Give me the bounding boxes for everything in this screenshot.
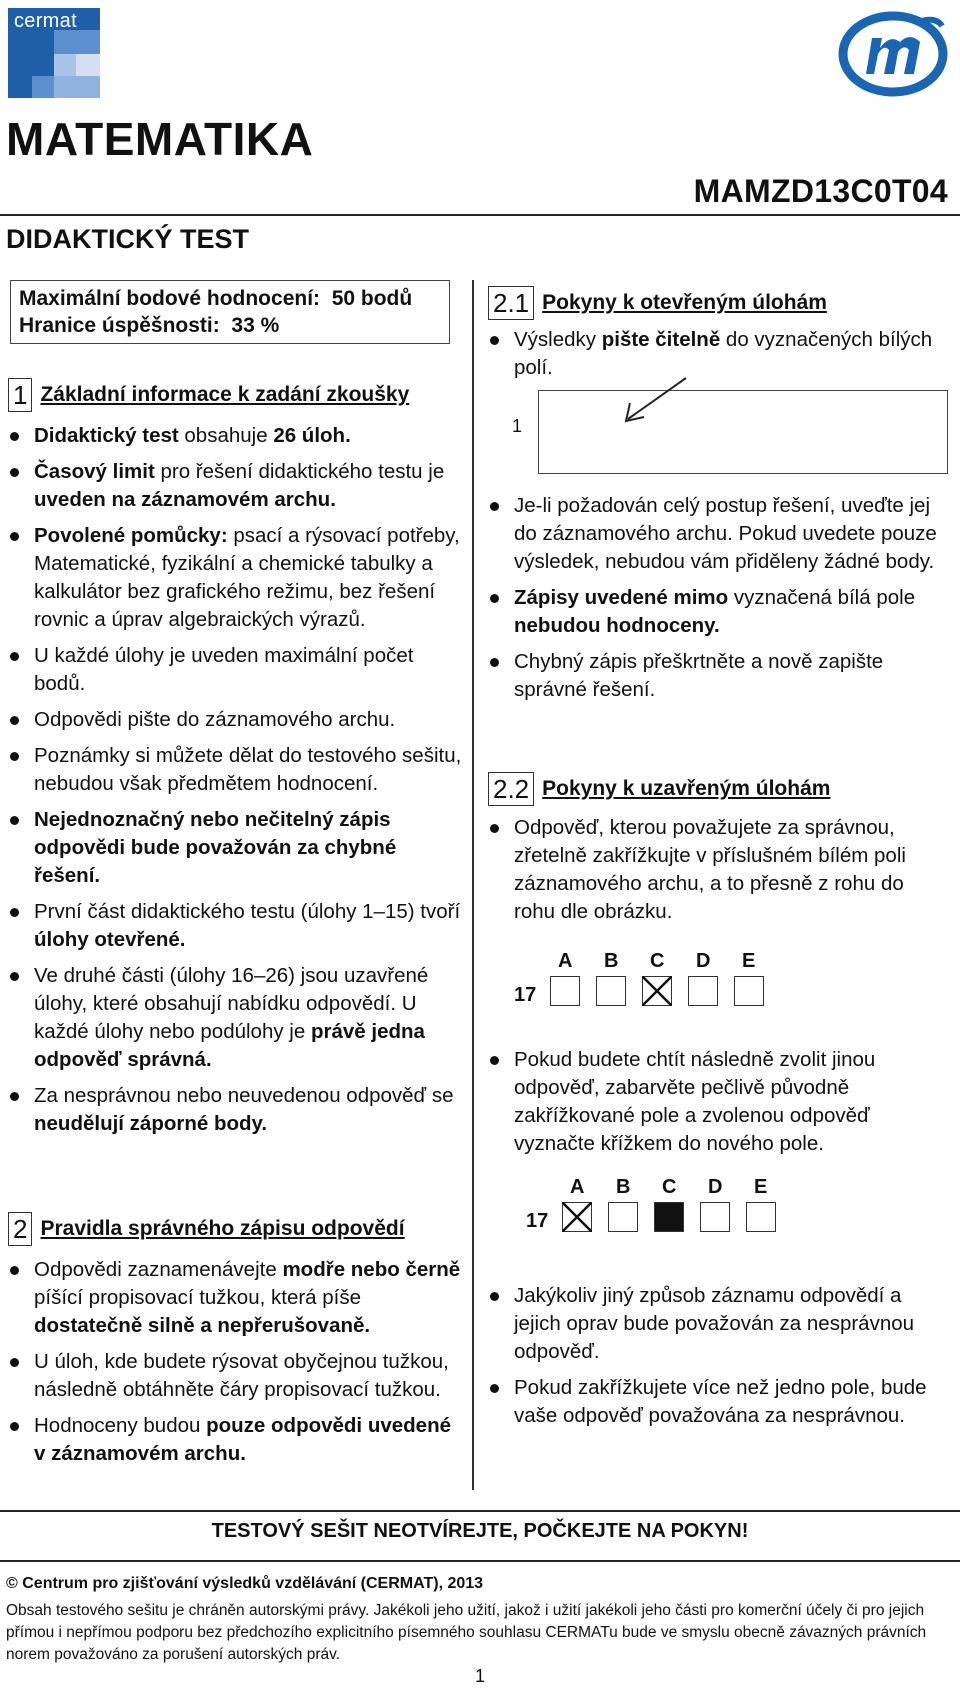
answer-checkbox [642, 976, 672, 1006]
answer-checkbox [688, 976, 718, 1006]
cermat-logo [8, 8, 100, 98]
section-2-2 [488, 772, 948, 934]
list-item: Hodnoceny budou pouze odpovědi uvedené v záznamovém archu. [8, 1412, 463, 1468]
answer-checkbox [562, 1202, 592, 1232]
list-item: První část didaktického testu (úlohy 1–15) tvoří úlohy otevřené. [8, 898, 463, 954]
section-number: 2 [8, 1212, 32, 1246]
list-item: Odpověď, kterou považujete za správnou, zřetelně zakřížkujte v příslušném bílém poli záznamového archu, a to přesně z rohu do rohu dle obrázku. [488, 814, 948, 926]
answer-checkbox [608, 1202, 638, 1232]
example-answer-box [538, 390, 948, 474]
section-number: 2.1 [488, 286, 534, 320]
answer-grid-example-2 [522, 1174, 782, 1244]
list-item: Odpovědi zaznamenávejte modře nebo černě píšící propisovací tužkou, která píše dostatečně silně a nepřerušovaně. [8, 1256, 463, 1340]
section-2-2-first [488, 814, 948, 926]
footer-divider [0, 1560, 960, 1562]
warning-text: TESTOVÝ SEŠIT NEOTVÍREJTE, POČKEJTE NA POKYN! [211, 1520, 749, 1542]
list-item: Výsledky pište čitelně do vyznačených bílých polí. [488, 326, 948, 382]
list-item: Odpovědi pište do záznamového archu. [8, 706, 463, 734]
option-letter: A [558, 950, 573, 972]
question-number: 17 [526, 1210, 549, 1232]
option-letter: B [604, 950, 619, 972]
column-divider [472, 280, 474, 1490]
list-item: Pokud zakřížkujete více než jedno pole, bude vaše odpověď považována za nesprávnou. [488, 1374, 948, 1430]
option-letter: E [754, 1176, 768, 1198]
section-2-1 [488, 286, 948, 390]
answer-checkbox [734, 976, 764, 1006]
maturita-logo-icon [838, 8, 948, 98]
section-title: Základní informace k zadání zkoušky [40, 383, 410, 406]
section-2-2-second-list [488, 1046, 948, 1158]
header-divider [0, 214, 960, 216]
section-1 [8, 378, 463, 1146]
section-2-1-list [488, 492, 948, 704]
list-item: Chybný zápis přeškrtněte a nově zapište správné řešení. [488, 648, 948, 704]
option-letter: E [742, 950, 756, 972]
legal-notice: Obsah testového sešitu je chráněn autorskými právy. Jakékoli jeho užití, jakož i užití jakékoli jeho části pro komerční účely či pro jejich přímou i nepřímou podporu bez předchozího explicitního písemného souhlasu CERMATu bude ve smyslu obecně závazných právních norem považováno za porušení autorských práv. [6, 1602, 927, 1663]
list-item: Zápisy uvedené mimo vyznačená bílá pole nebudou hodnoceny. [488, 584, 948, 640]
content-divider [0, 1510, 960, 1512]
section-title: Pokyny k uzavřeným úlohám [542, 777, 831, 800]
section-2-2-second [488, 1046, 948, 1166]
max-score: Maximální bodové hodnocení: 50 bodů [19, 287, 413, 310]
list-item: Časový limit pro řešení didaktického testu je uveden na záznamovém archu. [8, 458, 463, 514]
section-number: 1 [8, 378, 32, 412]
section-2-1-header [488, 286, 948, 320]
section-2-1-rest [488, 492, 948, 712]
section-2-header [8, 1212, 463, 1246]
answer-checkbox [654, 1202, 684, 1232]
section-title: Pravidla správného zápisu odpovědí [40, 1217, 405, 1240]
list-item: Je-li požadován celý postup řešení, uveďte jej do záznamového archu. Pokud uvedete pouze výsledek, nebudou vám přiděleny žádné body. [488, 492, 948, 576]
section-title: Pokyny k otevřeným úlohám [542, 291, 827, 314]
score-box [10, 280, 450, 344]
answer-checkbox [550, 976, 580, 1006]
answer-grid-example-1 [510, 940, 770, 1010]
arrow-icon [620, 375, 690, 425]
option-letter: A [570, 1176, 585, 1198]
section-2 [8, 1212, 463, 1476]
example-box-label: 1 [512, 416, 523, 436]
pass-threshold: Hranice úspěšnosti: 33 % [19, 314, 280, 337]
cermat-logo-word: cermat [14, 10, 77, 32]
option-letter: B [616, 1176, 631, 1198]
answer-checkbox [746, 1202, 776, 1232]
list-item: U každé úlohy je uveden maximální počet bodů. [8, 642, 463, 698]
answer-checkbox [596, 976, 626, 1006]
section-1-header [8, 378, 463, 412]
section-2-1-first [488, 326, 948, 382]
list-item: Ve druhé části (úlohy 16–26) jsou uzavřené úlohy, které obsahují nabídku odpovědí. U každé úlohy nebo podúlohy je právě jedna odpověď správná. [8, 962, 463, 1074]
question-number: 17 [514, 984, 537, 1006]
list-item: Nejednoznačný nebo nečitelný zápis odpovědi bude považován za chybné řešení. [8, 806, 463, 890]
section-number: 2.2 [488, 772, 534, 806]
section-2-list [8, 1256, 463, 1468]
list-item: Poznámky si můžete dělat do testového sešitu, nebudou však předmětem hodnocení. [8, 742, 463, 798]
option-letter: D [708, 1176, 723, 1198]
section-2-2-rest [488, 1282, 948, 1438]
list-item: Povolené pomůcky: psací a rýsovací potřeby, Matematické, fyzikální a chemické tabulky a kalkulátor bez grafického režimu, bez řešení rovnic a úprav algebraických výrazů. [8, 522, 463, 634]
page-title: MATEMATIKA [6, 113, 314, 165]
list-item: Jakýkoliv jiný způsob záznamu odpovědí a jejich oprav bude považován za nesprávnou odpověď. [488, 1282, 948, 1366]
option-letter: D [696, 950, 711, 972]
page-number: 1 [474, 1666, 485, 1686]
section-2-2-header [488, 772, 948, 806]
list-item: Za nesprávnou nebo neuvedenou odpověď se neudělují záporné body. [8, 1082, 463, 1138]
section-1-list [8, 422, 463, 1138]
copyright: © Centrum pro zjišťování výsledků vzdělávání (CERMAT), 2013 [6, 1575, 484, 1592]
section-2-2-list [488, 1282, 948, 1430]
test-code: MAMZD13C0T04 [693, 173, 948, 209]
answer-checkbox [700, 1202, 730, 1232]
page-subtitle: DIDAKTICKÝ TEST [6, 224, 249, 254]
option-letter: C [650, 950, 665, 972]
option-letter: C [662, 1176, 677, 1198]
list-item: Didaktický test obsahuje 26 úloh. [8, 422, 463, 450]
list-item: U úloh, kde budete rýsovat obyčejnou tužkou, následně obtáhněte čáry propisovací tužkou. [8, 1348, 463, 1404]
list-item: Pokud budete chtít následně zvolit jinou odpověď, zabarvěte pečlivě původně zakřížkované pole a zvolenou odpověď vyznačte křížkem do nového pole. [488, 1046, 948, 1158]
